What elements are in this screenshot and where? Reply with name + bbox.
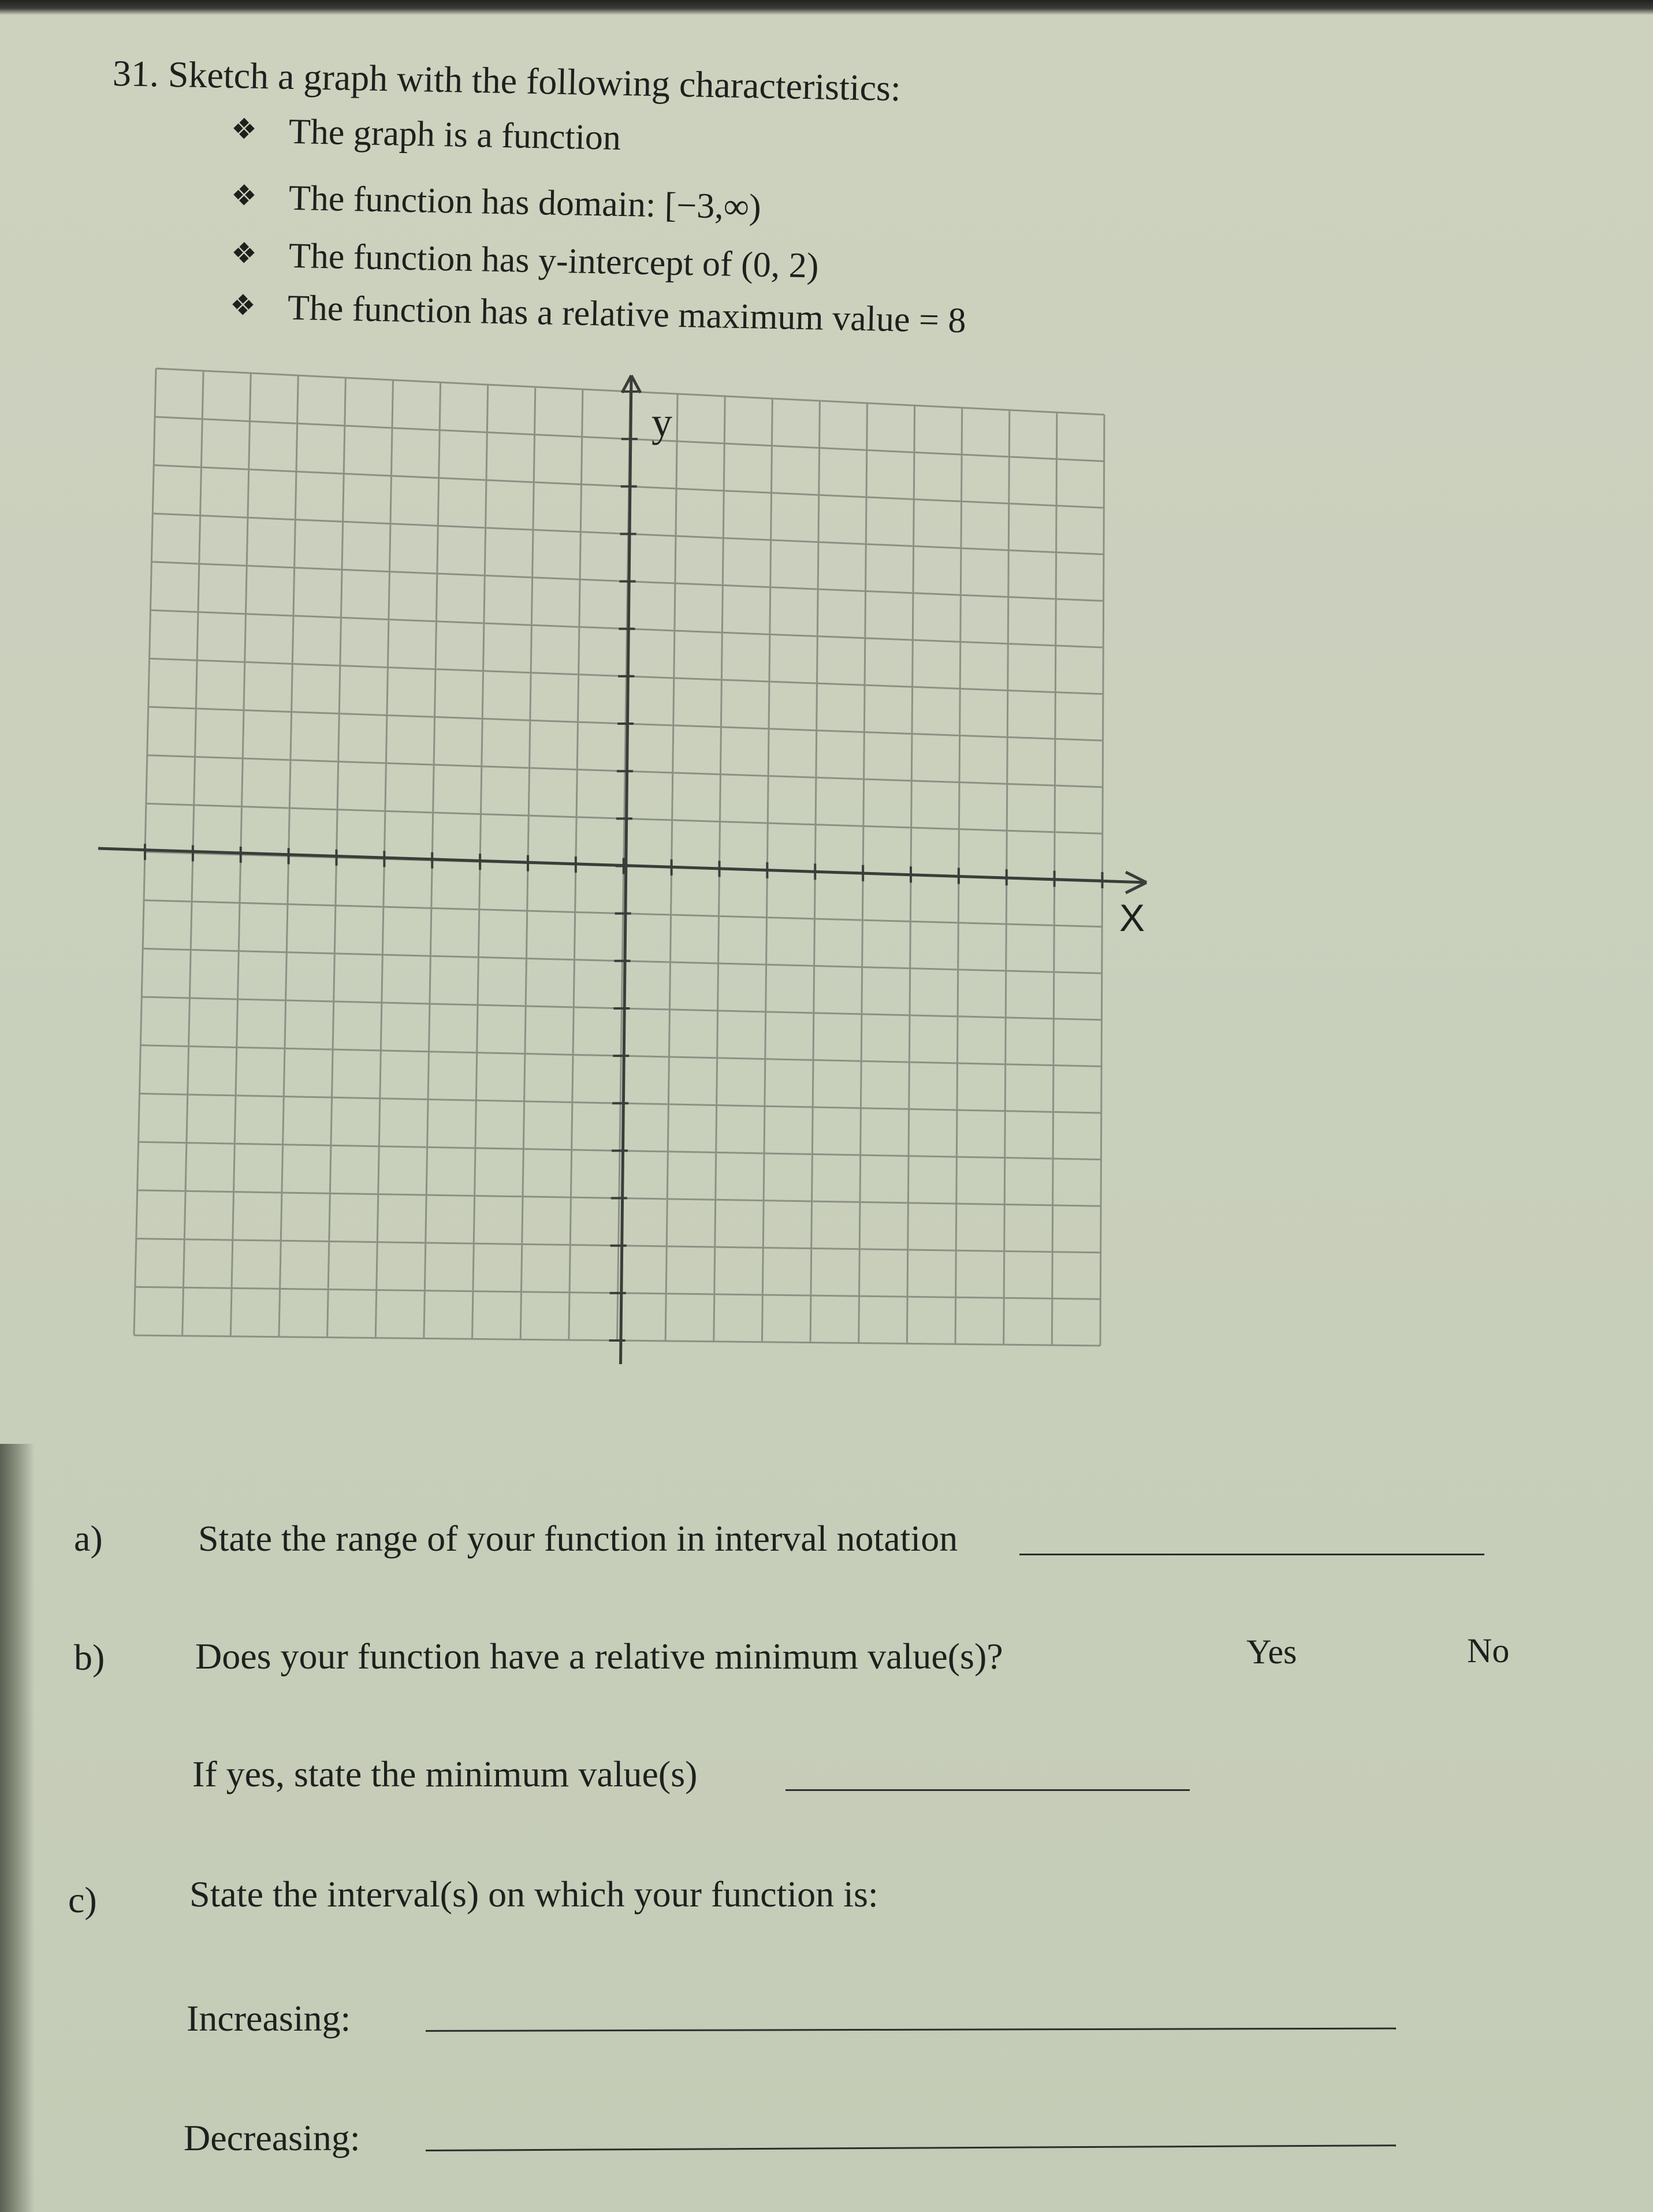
bullet-text-4: The function has a relative maximum value = 8: [287, 288, 967, 341]
x-axis-label: X: [1119, 896, 1145, 939]
increasing-label: Increasing:: [187, 1998, 351, 2039]
y-axis-label: y: [651, 399, 672, 445]
x-axis-arrow-icon: [1126, 882, 1146, 893]
y-axis-line: [621, 375, 632, 1364]
bullet-text-1: The graph is a function: [288, 111, 621, 158]
no-option[interactable]: No: [1467, 1632, 1510, 1670]
bullet-diamond-icon: ❖: [230, 178, 258, 213]
question-b-text: Does your function have a relative minimum value(s)?: [195, 1636, 1003, 1677]
question-c-letter: c): [68, 1879, 97, 1920]
problem-title: 31. Sketch a graph with the following characteristics:: [112, 53, 902, 109]
question-a-text: State the range of your function in interval notation: [198, 1518, 958, 1559]
question-a-letter: a): [74, 1518, 103, 1559]
bullet-text-3: The function has y-intercept of (0, 2): [288, 236, 820, 286]
minimum-followup-text: If yes, state the minimum value(s): [192, 1753, 698, 1794]
bullet-diamond-icon: ❖: [229, 288, 256, 322]
question-c-text: State the interval(s) on which your function is:: [189, 1874, 878, 1915]
question-b-letter: b): [74, 1637, 105, 1678]
yes-option[interactable]: Yes: [1246, 1633, 1297, 1671]
y-axis-arrow-icon: [631, 375, 641, 393]
axes: [98, 375, 1146, 1364]
minimum-answer-line[interactable]: [785, 1789, 1190, 1791]
bullet-diamond-icon: ❖: [230, 112, 258, 146]
bullet-text-2: The function has domain: [−3,∞): [288, 178, 762, 227]
range-answer-line[interactable]: [1019, 1554, 1484, 1555]
bullet-diamond-icon: ❖: [230, 236, 258, 270]
decreasing-label: Decreasing:: [184, 2117, 360, 2158]
